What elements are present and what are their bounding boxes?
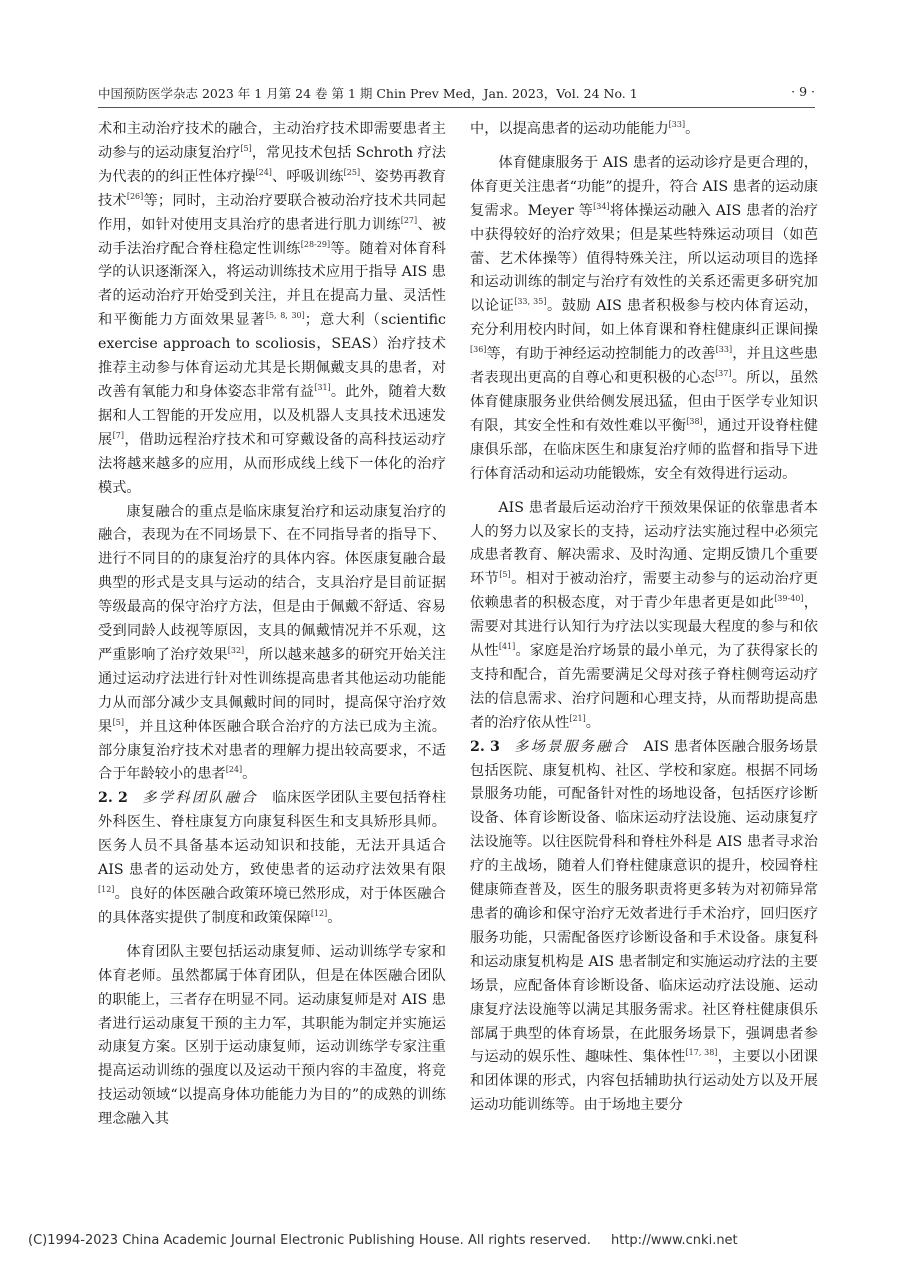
citation-ref: [28-29] <box>300 239 331 249</box>
citation-ref: [17, 38] <box>685 1048 718 1058</box>
left-column <box>98 118 446 1132</box>
section-title: 多场景服务融合 <box>514 738 630 755</box>
citation-ref: [34] <box>593 201 610 211</box>
section-body: AIS 患者体医融合服务场景包括医院、康复机构、社区、学校和家庭。根据不同场景服务功能，可配备针对性的场地设备，包括医疗诊断设备、体育诊断设备、临床运动疗法设施、运动康复疗法设施等。以往医院骨科和脊柱外科是 AIS 患者寻求治疗的主战场，随着人们脊柱健康意识的提升，校园脊柱健康筛查普及，医生的服务职责将更多转为对初筛异常患者的确诊和保守治疗无效者进行手术治疗，回归医疗服务功能，只需配备医疗诊断设备和手术设备。康复科和运动康复机构是 AIS 患者制定和实施运动疗法的主要场景，应配备体育诊断设备、临床运动疗法设施、运动康复疗法设施等以满足其服务需求。社区脊柱健康俱乐部属于典型的体育场景，在此服务场景下，强调患者参与运动的娱乐性、趣味性、集体性[17, 38]，主要以小团课和团体课的形式，内容包括辅助执行运动处方以及开展运动功能训练等。由于场地主要分 <box>470 738 819 1114</box>
citation-ref: [5] <box>499 570 511 580</box>
paragraph: 体育团队主要包括运动康复师、运动训练学专家和体育老师。虽然都属于体育团队，但是在体医融合团队的职能上，三者存在明显不同。运动康复师是对 AIS 患者进行运动康复干预的主力军，其职能为制定并实施运动康复方案。区别于运动康复师，运动训练学专家注重提高运动训练的强度以及运动干预内容的丰盈度，将竞技运动领域“以提高身体功能能力为目的”的成熟的训练理念融入其 <box>98 943 446 1128</box>
citation-ref: [25] <box>343 167 361 177</box>
citation-ref: [5] <box>112 717 124 727</box>
paragraph: 术和主动治疗技术的融合，主动治疗技术即需要患者主动参与的运动康复治疗[5]，常见技术包括 Schroth 疗法为代表的的纠正性体疗操[24]、呼吸训练[25]、姿势再教育技术[26]等；同时，主动治疗要联合被动治疗技术共同起作用，如针对使用支具治疗的患者进行肌力训练[27]、被动手法治疗配合脊柱稳定性训练[28-29]等。随着对体育科学的认识逐渐深入，将运动训练技术应用于指导 AIS 患者的运动治疗开始受到关注，并且在提高力量、灵活性和平衡能力方面效果显著[5, 8, 30]；意大利（scientific exercise approach to scoliosis，SEAS）治疗技术推荐主动参与体育运动尤其是长期佩戴支具的患者，对改善有氧能力和身体姿态非常有益[31]。此外，随着大数据和人工智能的开发应用，以及机器人支具技术迅速发展[7]，借助远程治疗技术和可穿戴设备的高科技运动疗法将越来越多的应用，从而形成线上线下一体化的治疗模式。 <box>98 121 446 496</box>
citation-ref: [12] <box>310 908 328 918</box>
footer-link[interactable]: http://www.cnki.net <box>611 1233 738 1248</box>
citation-ref: [38] <box>686 416 703 426</box>
citation-ref: [12] <box>98 885 115 894</box>
copyright-notice: (C)1994-2023 China Academic Journal Electronic Publishing House. All rights reserved. <box>28 1233 591 1248</box>
citation-ref: [24] <box>225 765 243 775</box>
section-2-3 <box>470 736 818 1119</box>
citation-ref: [26] <box>126 191 144 201</box>
citation-ref: [33] <box>715 345 733 355</box>
citation-ref: [7] <box>112 430 124 440</box>
paragraph: 体育健康服务于 AIS 患者的运动诊疗是更合理的，体育更关注患者“功能”的提升，符合 AIS 患者的运动康复需求。Meyer 等[34]将体操运动融入 AIS 患者的治疗中获得较好的治疗效果；但是某些特殊运动项目（如芭蕾、艺术体操等）值得特殊关注，所以运动项目的选择和运动训练的制定与治疗有效性的关系还需更多研究加以论证[33, 35]。鼓励 AIS 患者积极参与校内体育运动，充分利用校内时间，如上体育课和脊柱健康纠正课间操[36]等，有助于神经运动控制能力的改善[33]，并且这些患者表现出更高的自尊心和更积极的心态[37]。所以，虽然体育健康服务业供给侧发展迅猛，但由于医学专业知识有限，其安全性和有效性难以平衡[38]，通过开设脊柱健康俱乐部，在临床医生和康复治疗师的监督和指导下进行体育活动和运动功能锻炼，安全有效得进行运动。 <box>470 154 818 482</box>
citation-ref: [5, 8, 30] <box>265 311 305 321</box>
section-2-2 <box>98 787 446 930</box>
citation-ref: [37] <box>715 369 732 379</box>
citation-ref: [31] <box>314 382 331 392</box>
citation-ref: [32] <box>227 645 245 655</box>
citation-ref: [27] <box>400 215 418 225</box>
section-body: 临床医学团队主要包括脊柱外科医生、脊柱康复方向康复科医生和支具矫形具师。医务人员不具备基本运动知识和技能，无法开具适合 AIS 患者的运动处方，致使患者的运动疗法效果有限[12]。良好的体医融合政策环境已然形成，对于体医融合的具体落实提供了制度和政策保障[12]。 <box>98 790 447 926</box>
citation-ref: [33, 35] <box>514 297 547 307</box>
citation-ref: [24] <box>255 167 272 177</box>
citation-ref: [36] <box>470 345 487 355</box>
header-rule <box>98 107 815 108</box>
journal-citation: 中国预防医学杂志 2023 年 1 月第 24 卷 第 1 期 Chin Prev Med，Jan. 2023，Vol. 24 No. 1 <box>98 86 638 101</box>
citation-ref: [33] <box>668 120 686 129</box>
page-number: · 9 · <box>791 84 815 99</box>
paragraph: AIS 患者最后运动治疗干预效果保证的依靠患者本人的努力以及家长的支持，运动疗法实施过程中必须完成患者教育、解决需求、及时沟通、定期反馈几个重要环节[5]。相对于被动治疗，需要主动参与的运动治疗更依赖患者的积极态度，对于青少年患者更是如此[39-40]，需要对其进行认知行为疗法以实现最大程度的参与和依从性[41]。家庭是治疗场景的最小单元，为了获得家长的支持和配合，首先需要满足父母对孩子脊柱侧弯运动疗法的信息需求、治疗问题和心理支持，从而帮助提高患者的治疗依从性[21]。 <box>470 499 818 731</box>
right-column <box>470 118 818 1118</box>
citation-ref: [5] <box>240 143 252 153</box>
citation-ref: [21] <box>569 713 586 723</box>
citation-ref: [41] <box>498 642 516 652</box>
section-number: 2. 2 <box>98 790 128 807</box>
section-title: 多学科团队融合 <box>142 790 258 807</box>
paragraph: 康复融合的重点是临床康复治疗和运动康复治疗的融合，表现为在不同场景下、在不同指导者的指导下、进行不同目的的康复治疗的具体内容。体医康复融合最典型的形式是支具与运动的结合，支具治疗是目前证据等级最高的保守治疗方法，但是由于佩戴不舒适、容易受到同龄人歧视等原因，支具的佩戴情况并不乐观，这严重影响了治疗效果[32]，所以越来越多的研究开始关注通过运动疗法进行针对性训练提高患者其他运动功能能力从而部分减少支具佩戴时间的同时，提高保守治疗效果[5]，并且这种体医融合联合治疗的方法已成为主流。部分康复治疗技术对患者的理解力提出较高要求，不适合于年龄较小的患者[24]。 <box>98 503 446 783</box>
paragraph: 中，以提高患者的运动功能能力[33]。 <box>470 120 700 137</box>
running-header <box>98 84 815 106</box>
section-number: 2. 3 <box>470 738 500 755</box>
citation-ref: [39-40] <box>774 594 804 604</box>
